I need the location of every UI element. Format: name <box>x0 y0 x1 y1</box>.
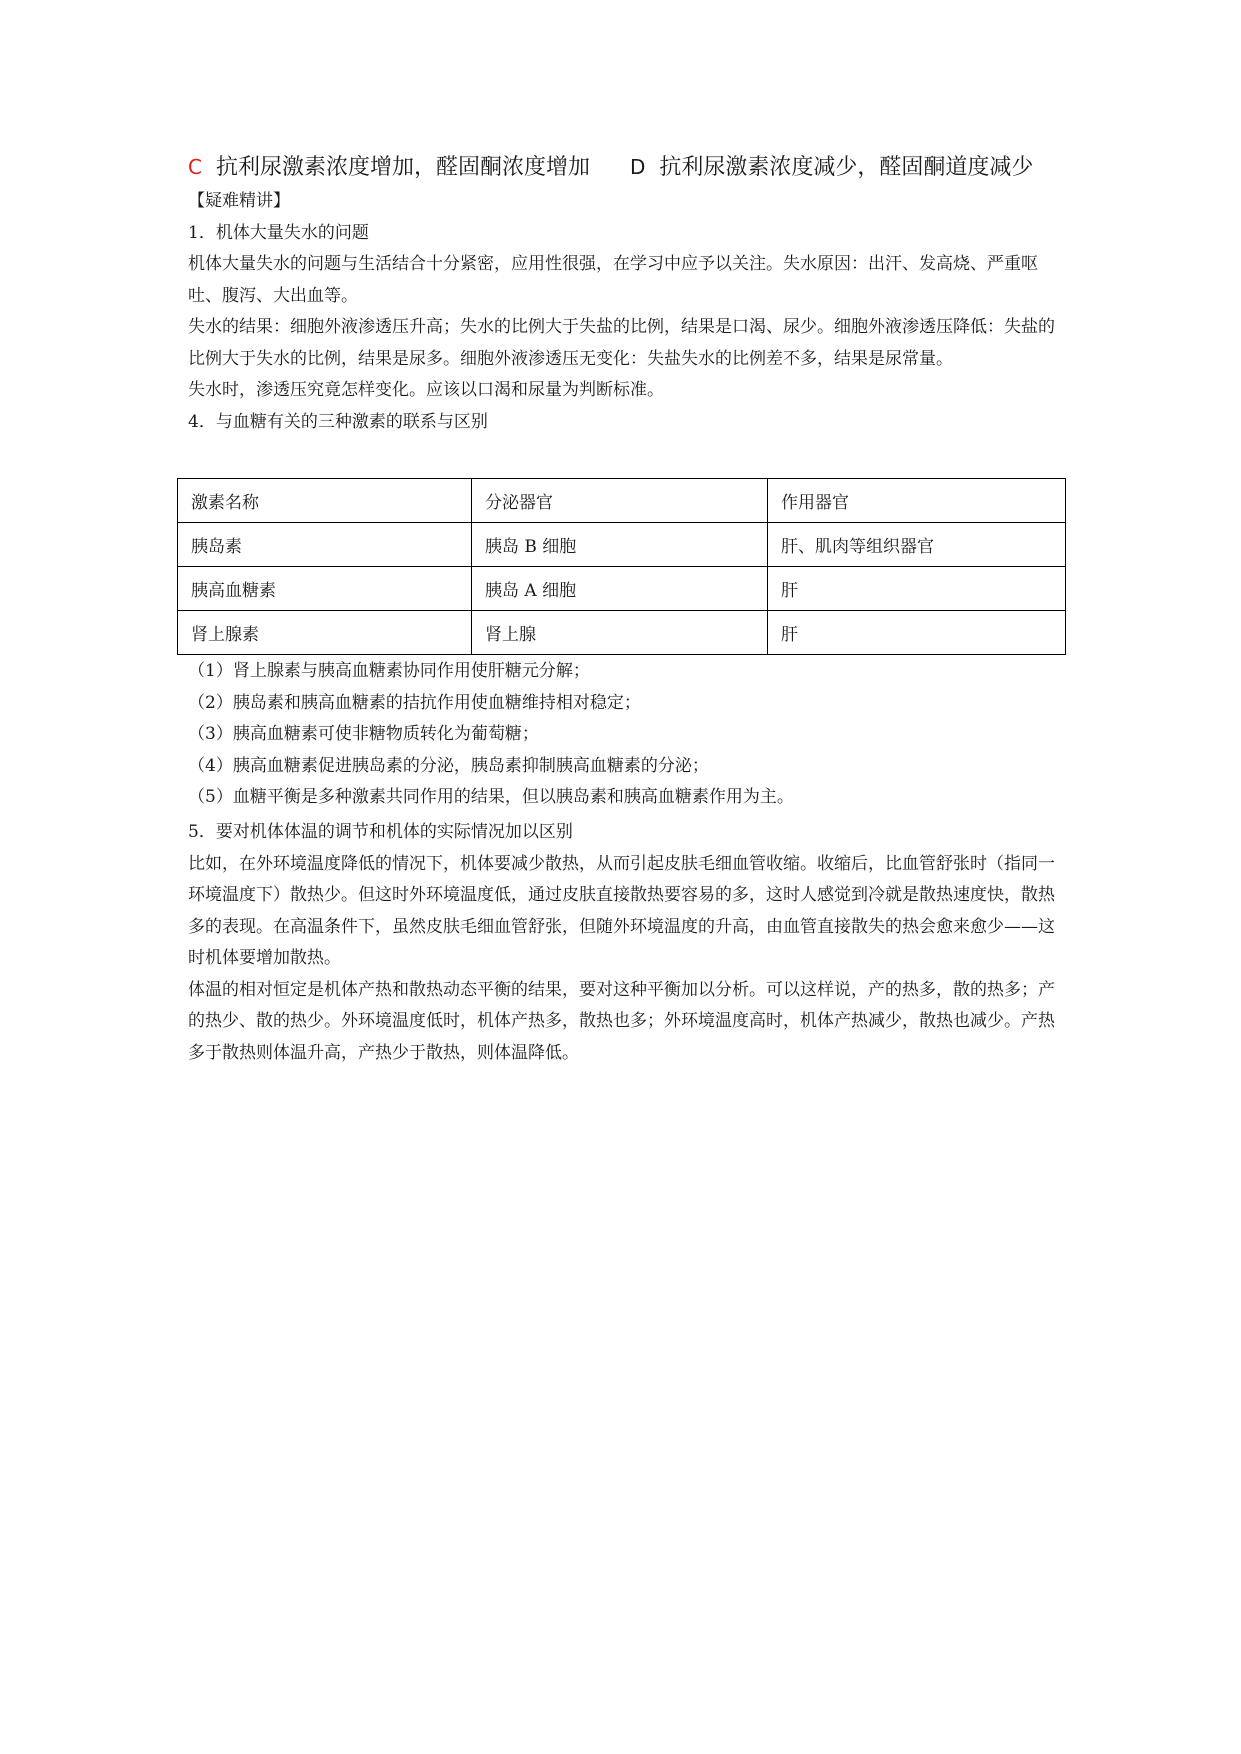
point5-heading: 5．要对机体体温的调节和机体的实际情况加以区别 <box>188 822 573 842</box>
table-cell: 胰岛 A 细胞 <box>472 567 768 611</box>
option-c-text: 抗利尿激素浓度增加，醛固酮浓度增加 <box>215 155 590 180</box>
list-item: （4）胰高血糖素促进胰岛素的分泌，胰岛素抑制胰高血糖素的分泌； <box>188 755 709 776</box>
table-cell: 肝 <box>768 611 1066 655</box>
list-item: （2）胰岛素和胰高血糖素的拮抗作用使血糖维持相对稳定； <box>188 692 641 713</box>
table-header-cell: 作用器官 <box>768 479 1066 523</box>
list-item: （3）胰高血糖素可使非糖物质转化为葡萄糖； <box>188 724 539 744</box>
table-cell: 肾上腺 <box>472 611 768 655</box>
table-cell: 胰高血糖素 <box>178 567 472 611</box>
table-row <box>178 611 1066 655</box>
option-d-letter: D <box>629 155 646 179</box>
table-row <box>178 567 1066 611</box>
point1-paragraph-2: 失水的结果：细胞外液渗透压升高；失水的比例大于失盐的比例，结果是口渴、尿少。细胞外液渗透压降低：失盐的比例大于失水的比例，结果是尿多。细胞外液渗透压无变化：失盐失水的比例差不多，结果是尿常量。 <box>188 317 1055 369</box>
option-c-letter: C <box>188 155 202 179</box>
answer-options-line <box>188 150 1088 185</box>
point1-paragraph-3: 失水时，渗透压究竟怎样变化。应该以口渴和尿量为判断标准。 <box>188 380 664 400</box>
list-item: （5）血糖平衡是多种激素共同作用的结果，但以胰岛素和胰高血糖素作用为主。 <box>188 787 794 807</box>
section-title: 【疑难精讲】 <box>188 191 290 211</box>
point5-paragraph-1: 比如，在外环境温度降低的情况下，机体要减少散热，从而引起皮肤毛细血管收缩。收缩后，比血管舒张时（指同一环境温度下）散热少。但这时外环境温度低，通过皮肤直接散热要容易的多，这时人感觉到冷就是散热速度快，散热多的表现。在高温条件下，虽然皮肤毛细血管舒张，但随外环境温度的升高，由血管直接散失的热会愈来愈少——这时机体要增加散热。 <box>188 853 1055 968</box>
table-cell: 肝 <box>768 567 1066 611</box>
table-header-cell: 分泌器官 <box>472 479 768 523</box>
point4-heading: 4．与血糖有关的三种激素的联系与区别 <box>188 411 488 432</box>
section-difficult-points <box>188 186 1062 438</box>
table-cell: 肝、肌肉等组织器官 <box>768 523 1066 567</box>
point4-notes <box>188 656 1062 814</box>
table-header-cell: 激素名称 <box>178 479 472 523</box>
point5-paragraph-2: 体温的相对恒定是机体产热和散热动态平衡的结果，要对这种平衡加以分析。可以这样说，产的热多，散的热多；产的热少、散的热少。外环境温度低时，机体产热多，散热也多；外环境温度高时，机体产热减少，散热也减少。产热多于散热则体温升高，产热少于散热，则体温降低。 <box>188 979 1055 1063</box>
option-d-text: 抗利尿激素浓度减少，醛固酮道度减少 <box>659 155 1034 180</box>
table-cell: 胰岛素 <box>178 523 472 567</box>
list-item: （1）肾上腺素与胰高血糖素协同作用使肝糖元分解； <box>188 661 590 681</box>
point5-section <box>188 817 1062 1069</box>
table-cell: 胰岛 B 细胞 <box>472 523 768 567</box>
point1-heading: 1．机体大量失水的问题 <box>188 222 369 243</box>
point1-paragraph-1: 机体大量失水的问题与生活结合十分紧密，应用性很强，在学习中应予以关注。失水原因：出汗、发高烧、严重呕吐、腹泻、大出血等。 <box>188 254 1038 306</box>
table-header-row <box>178 479 1066 523</box>
table-row <box>178 523 1066 567</box>
table-cell: 肾上腺素 <box>178 611 472 655</box>
hormone-table <box>177 478 1066 655</box>
